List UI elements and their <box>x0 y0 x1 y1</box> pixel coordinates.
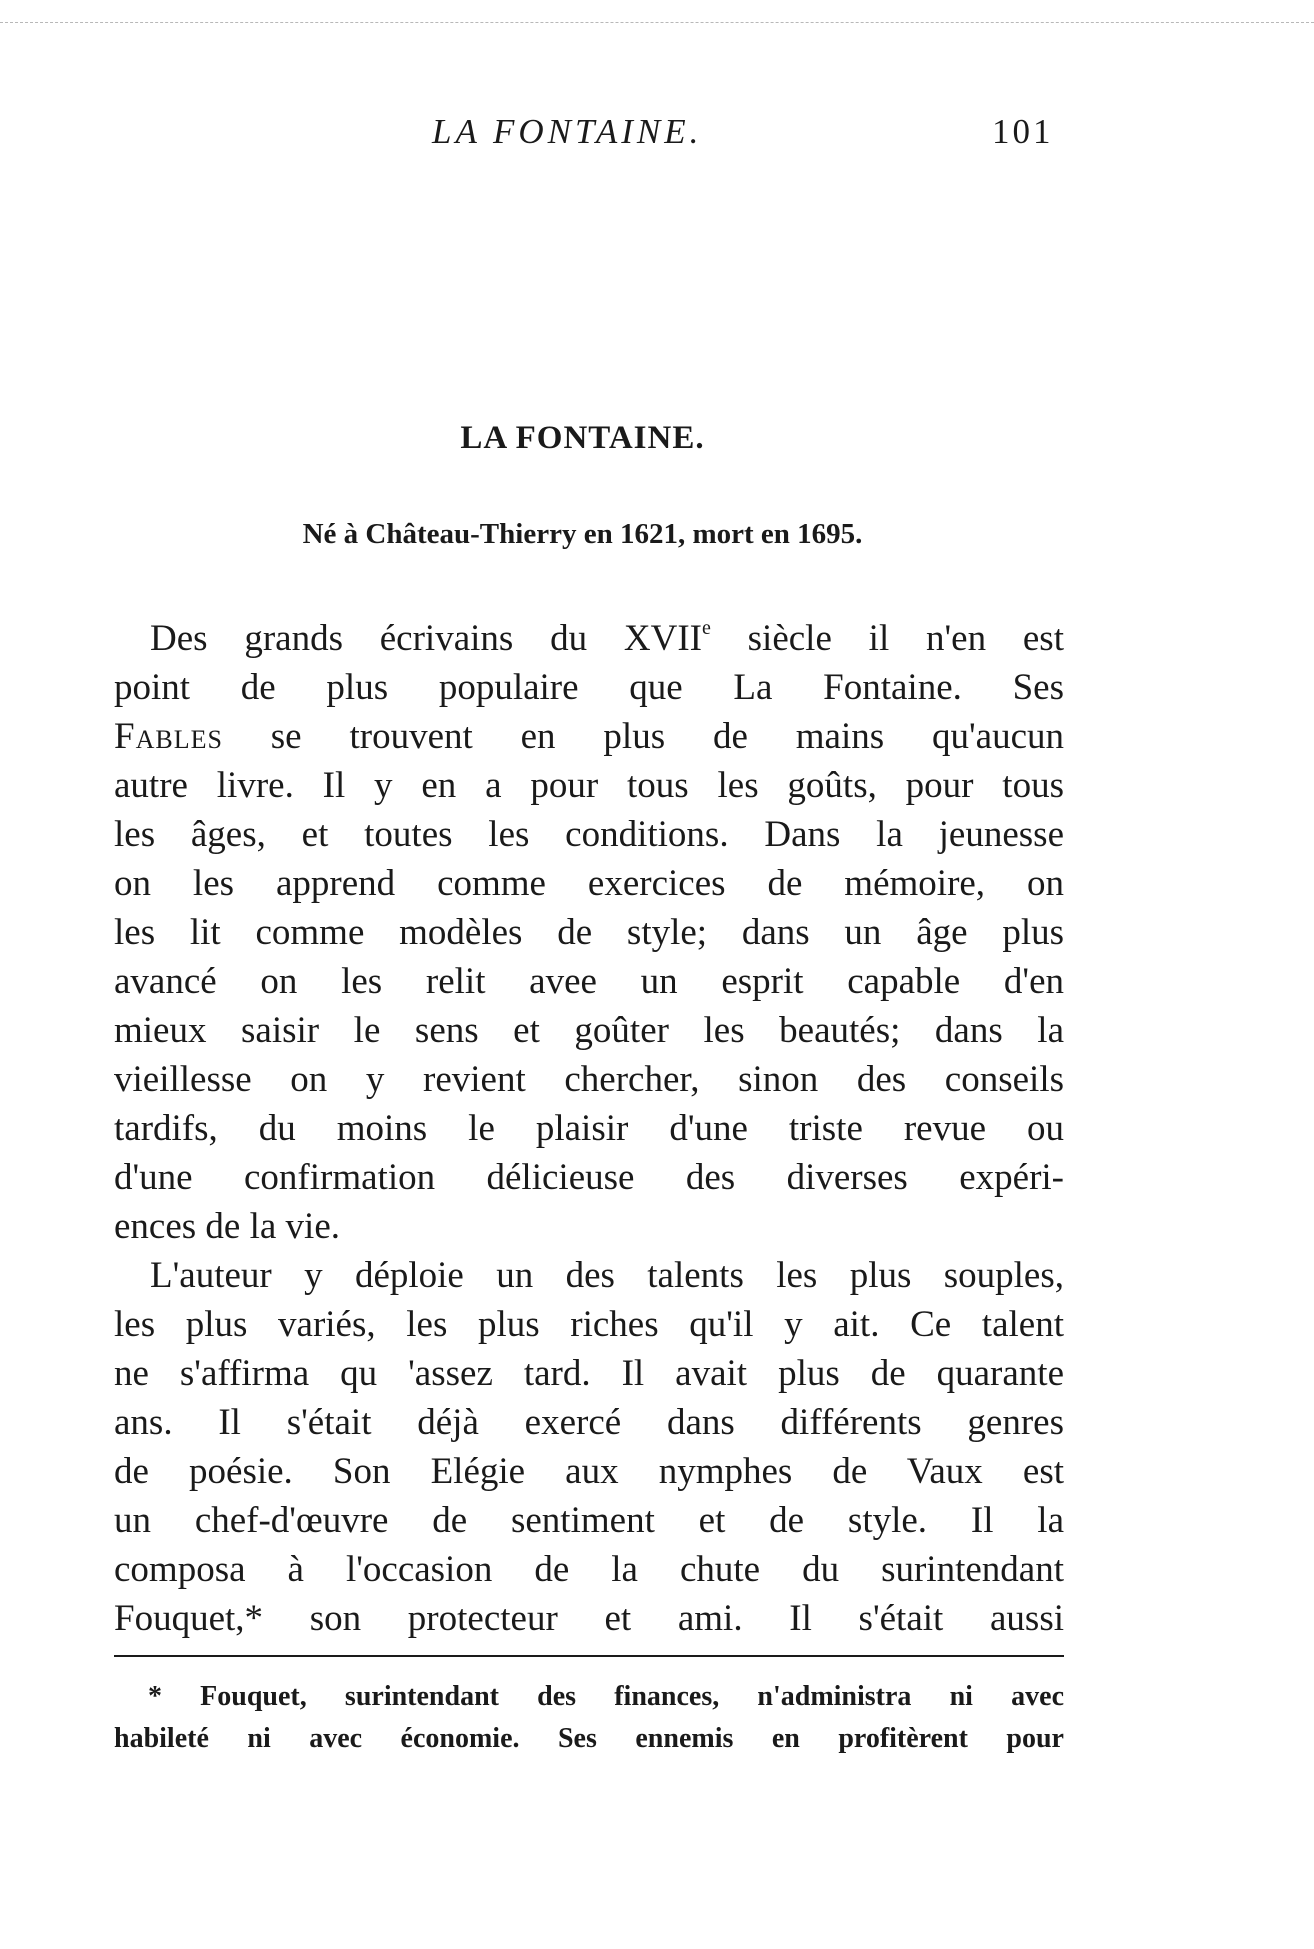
text-line: composa à l'occasion de la chute du surintendant <box>114 1549 1064 1590</box>
text-line: les lit comme modèles de style; dans un âge plus <box>114 912 1064 953</box>
text-line: de poésie. Son Elégie aux nymphes de Vaux est <box>114 1451 1064 1492</box>
body-text <box>114 614 1064 1643</box>
text-line: ne s'affirma qu 'assez tard. Il avait plus de quarante <box>114 1353 1064 1394</box>
text-line: point de plus populaire que La Fontaine. Ses <box>114 667 1064 708</box>
text-line: L'auteur y déploie un des talents les plus souples, <box>150 1255 1064 1296</box>
paragraph-1 <box>114 614 1064 1251</box>
text-line <box>114 614 1064 663</box>
paragraph-2 <box>114 1251 1064 1643</box>
footnote-divider <box>114 1655 1064 1657</box>
text-line: ences de la vie. <box>114 1206 340 1247</box>
footnote-line: habileté ni avec économie. Ses ennemis en profitèrent pour <box>114 1723 1064 1754</box>
text-line: on les apprend comme exercices de mémoire, on <box>114 863 1064 904</box>
text-line: avancé on les relit avee un esprit capable d'en <box>114 961 1064 1002</box>
text-line: les plus variés, les plus riches qu'il y ait. Ce talent <box>114 1304 1064 1345</box>
text-line: autre livre. Il y en a pour tous les goûts, pour tous <box>114 765 1064 806</box>
footnote <box>114 1676 1064 1760</box>
text-line: un chef-d'œuvre de sentiment et de style. Il la <box>114 1500 1064 1541</box>
text-line: tardifs, du moins le plaisir d'une triste revue ou <box>114 1108 1064 1149</box>
text-line: ans. Il s'était déjà exercé dans différents genres <box>114 1402 1064 1443</box>
text-line: mieux saisir le sens et goûter les beautés; dans la <box>114 1010 1064 1051</box>
text-line: Fouquet,* son protecteur et ami. Il s'était aussi <box>114 1598 1064 1639</box>
book-title-small-caps: Fables <box>114 716 223 757</box>
text-fragment: Des grands écrivains du XVII <box>150 618 702 659</box>
text-fragment: siècle il n'en est <box>710 618 1064 659</box>
chapter-subtitle: Né à Château-Thierry en 1621, mort en 1695. <box>302 518 863 550</box>
text-line: d'une confirmation délicieuse des diverses expéri- <box>114 1157 1064 1198</box>
page-number: 101 <box>992 112 1054 151</box>
running-header-title: LA FONTAINE. <box>432 112 703 151</box>
text-line: les âges, et toutes les conditions. Dans la jeunesse <box>114 814 1064 855</box>
footnote-line: * Fouquet, surintendant des finances, n'administra ni avec <box>148 1681 1064 1712</box>
text-fragment: se trouvent en plus de mains qu'aucun <box>222 716 1064 757</box>
text-line <box>114 712 1064 761</box>
text-line: vieillesse on y revient chercher, sinon des conseils <box>114 1059 1064 1100</box>
page-top-edge <box>0 22 1314 23</box>
chapter-title: LA FONTAINE. <box>460 420 705 456</box>
superscript: e <box>701 617 711 639</box>
